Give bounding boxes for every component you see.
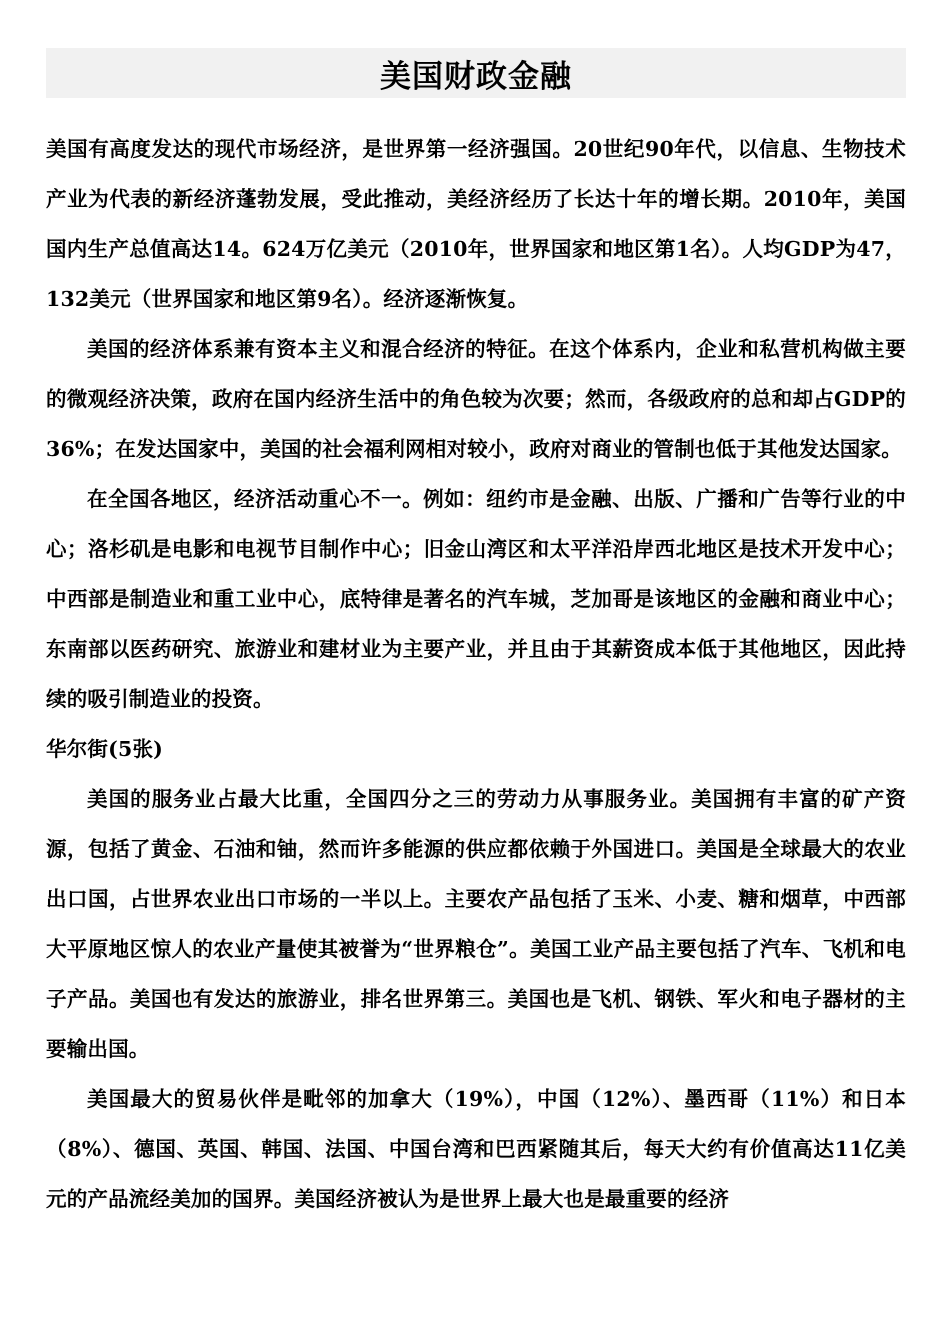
document-page bbox=[46, 48, 906, 1224]
paragraph-industries: 美国的服务业占最大比重，全国四分之三的劳动力从事服务业。美国拥有丰富的矿产资源，包括了黄金、石油和铀，然而许多能源的供应都依赖于外国进口。美国是全球最大的农业出口国，占世界农业出口市场的一半以上。主要农产品包括了玉米、小麦、糖和烟草，中西部大平原地区惊人的农业产量使其被誉为“世界粮仓”。美国工业产品主要包括了汽车、飞机和电子产品。美国也有发达的旅游业，排名世界第三。美国也是飞机、钢铁、军火和电子器材的主要输出国。 bbox=[46, 787, 906, 1061]
image-caption-wall-street[interactable]: 华尔街(5张) bbox=[46, 737, 164, 761]
paragraph-economy-overview: 美国有高度发达的现代市场经济，是世界第一经济强国。20世纪90年代，以信息、生物技术产业为代表的新经济蓬勃发展，受此推动，美经济经历了长达十年的增长期。2010年，美国国内生产总值高达14。624万亿美元（2010年，世界国家和地区第1名）。人均GDP为47，132美元（世界国家和地区第9名）。经济逐渐恢复。 bbox=[46, 137, 906, 311]
paragraph-economic-system: 美国的经济体系兼有资本主义和混合经济的特征。在这个体系内，企业和私营机构做主要的微观经济决策，政府在国内经济生活中的角色较为次要；然而，各级政府的总和却占GDP的36%；在发达国家中，美国的社会福利网相对较小，政府对商业的管制也低于其他发达国家。 bbox=[46, 337, 906, 461]
title-bar bbox=[46, 48, 906, 98]
paragraph-trade-partners: 美国最大的贸易伙伴是毗邻的加拿大（19%），中国（12%）、墨西哥（11%）和日本（8%）、德国、英国、韩国、法国、中国台湾和巴西紧随其后，每天大约有价值高达11亿美元的产品流经美加的国界。美国经济被认为是世界上最大也是最重要的经济 bbox=[46, 1087, 906, 1211]
paragraph-regional-centers: 在全国各地区，经济活动重心不一。例如：纽约市是金融、出版、广播和广告等行业的中心；洛杉矶是电影和电视节目制作中心；旧金山湾区和太平洋沿岸西北地区是技术开发中心；中西部是制造业和重工业中心，底特律是著名的汽车城，芝加哥是该地区的金融和商业中心；东南部以医药研究、旅游业和建材业为主要产业，并且由于其薪资成本低于其他地区，因此持续的吸引制造业的投资。 bbox=[46, 487, 906, 711]
document-body bbox=[46, 124, 906, 1224]
document-title: 美国财政金融 bbox=[380, 58, 572, 95]
